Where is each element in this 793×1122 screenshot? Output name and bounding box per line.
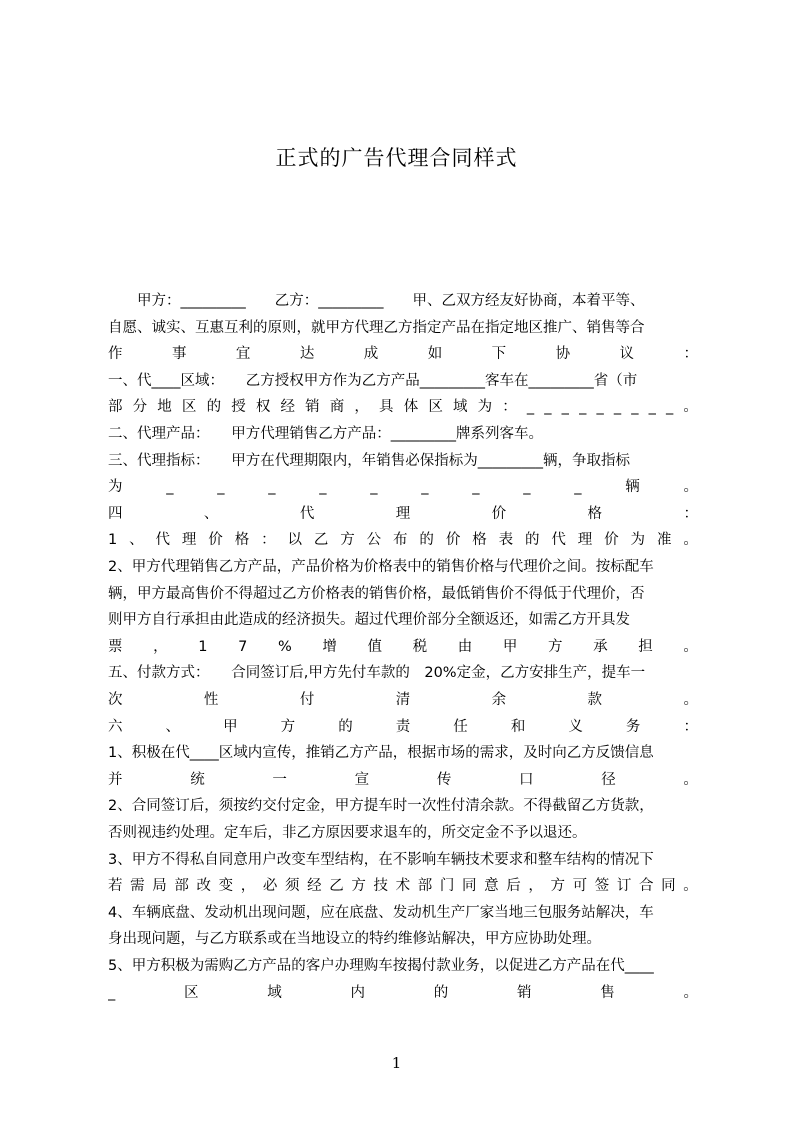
document-line: 自愿、诚实、互惠互利的原则，就甲方代理乙方指定产品在指定地区推广、销售等合 bbox=[108, 319, 645, 336]
document-line: 2、甲方代理销售乙方产品，产品价格为价格表中的销售价格与代理价之间。按标配车 bbox=[108, 559, 654, 575]
document-line: 部 分 地 区 的 授 权 经 销 商 ， 具 体 区 域 为 ： _ _ _ _ _ _ _ _ _ 。 bbox=[108, 399, 698, 416]
document-line: 身出现问题，与乙方联系或在当地设立的特约维修站解决，甲方应协助处理。 bbox=[108, 931, 601, 948]
document-line: 五、付款方式： 合同签订后,甲方先付车款的 20%定金，乙方安排生产，提车一 bbox=[108, 665, 646, 682]
document-line: 1 、 代 理 价 格 ： 以 乙 方 公 布 的 价 格 表 的 代 理 价 为 准 。 bbox=[108, 532, 698, 549]
document-line: 甲方：_________ 乙方：_________ 甲、乙双方经友好协商，本着平等、 bbox=[108, 293, 645, 309]
document-line: 作 事 宜 达 成 如 下 协 议 ： bbox=[108, 346, 698, 363]
document-line: 一、代____区域： 乙方授权甲方作为乙方产品_________客车在_________省（市 bbox=[108, 372, 638, 389]
document-line: 1、积极在代____区域内宣传，推销乙方产品，根据市场的需求，及时向乙方反馈信息 bbox=[108, 745, 654, 762]
page-number: 1 bbox=[391, 1054, 402, 1072]
document-line: 三、代理指标： 甲方在代理期限内，年销售必保指标为_________辆，争取指标 bbox=[108, 452, 630, 469]
document-line: 为 _ _ _ _ _ _ _ _ _ 辆 。 bbox=[108, 479, 698, 496]
document-line: _ 区 域 内 的 销 售 。 bbox=[108, 984, 698, 1001]
document-line: 票 ， 1 7 % 增 值 税 由 甲 方 承 担 。 bbox=[108, 638, 698, 655]
document-line: 则甲方自行承担由此造成的经济损失。超过代理价部分全额返还，如需乙方开具发 bbox=[108, 612, 630, 629]
document-line: 若 需 局 部 改 变 ， 必 须 经 乙 方 技 术 部 门 同 意 后 ， 方 可 签 订 合 同 。 bbox=[108, 878, 698, 895]
document-line: 次 性 付 清 余 款 。 bbox=[108, 692, 698, 708]
document-title: 正式的广告代理合同样式 bbox=[275, 146, 518, 170]
document-line: 六 、 甲 方 的 责 任 和 义 务 ： bbox=[108, 718, 698, 735]
document-line: 并 统 一 宣 传 口 径 。 bbox=[108, 771, 698, 788]
document-line: 辆，甲方最高售价不得超过乙方价格表的销售价格，最低销售价不得低于代理价，否 bbox=[108, 585, 645, 602]
document-line: 四 、 代 理 价 格 ： bbox=[108, 505, 698, 522]
document-line: 5、甲方积极为需购乙方产品的客户办理购车按揭付款业务，以促进乙方产品在代____ bbox=[108, 958, 654, 974]
document-line: 二、代理产品： 甲方代理销售乙方产品：_________牌系列客车。 bbox=[108, 426, 543, 442]
document-line: 2、合同签订后，须按约交付定金，甲方提车时一次性付清余款。不得截留乙方货款， bbox=[108, 798, 654, 815]
document-line: 4、车辆底盘、发动机出现问题，应在底盘、发动机生产厂家当地三包服务站解决，车 bbox=[108, 904, 654, 921]
document-line: 3、甲方不得私自同意用户改变车型结构，在不影响车辆技术要求和整车结构的情况下 bbox=[108, 851, 654, 868]
document-line: 否则视违约处理。定车后，非乙方原因要求退车的，所交定金不予以退还。 bbox=[108, 825, 587, 841]
